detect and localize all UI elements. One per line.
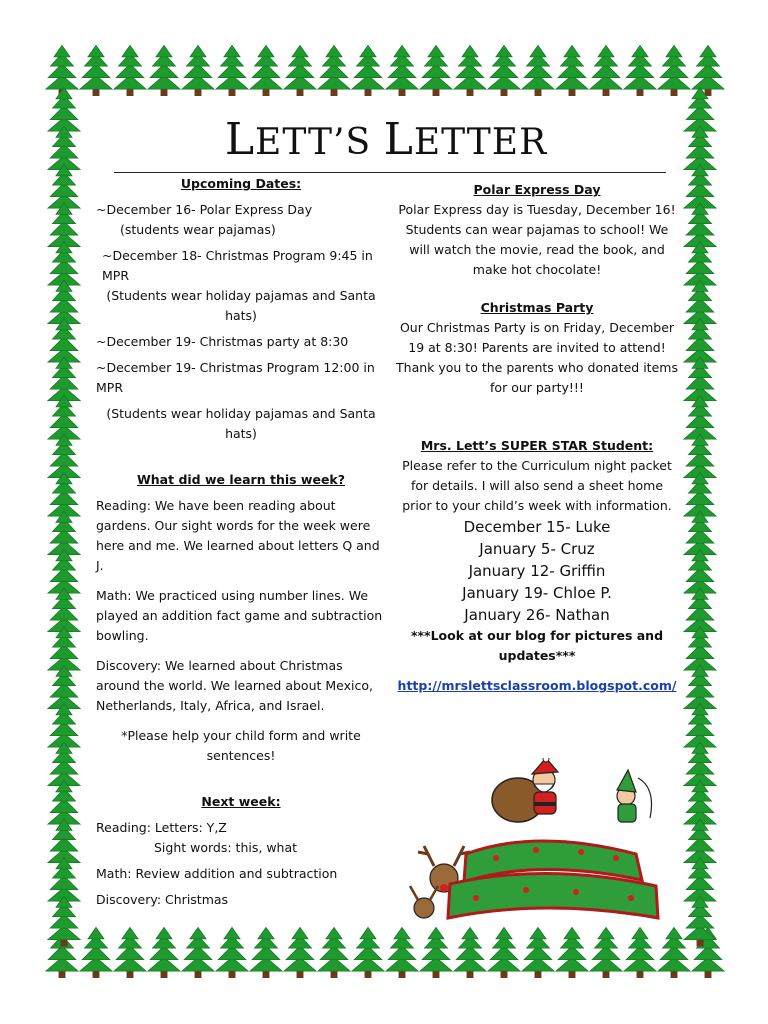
christmas-tree-icon [148, 927, 180, 978]
next-math: Math: Review addition and subtraction [96, 866, 338, 881]
christmas-tree-icon [216, 927, 248, 978]
newsletter-page [96, 108, 676, 928]
merry-christmas-clipart [406, 758, 671, 928]
christmas-tree-icon [80, 45, 112, 96]
christmas-tree-icon [352, 927, 384, 978]
date-note: (students wear pajamas) [120, 222, 276, 237]
christmas-tree-icon [216, 45, 248, 96]
christmas-tree-icon [590, 45, 622, 96]
super-star-schedule [396, 516, 678, 626]
christmas-tree-icon [454, 927, 486, 978]
christmas-tree-icon [454, 45, 486, 96]
christmas-tree-icon [80, 927, 112, 978]
christmas-tree-icon [658, 927, 690, 978]
page-title: LETT’S LETTER [224, 114, 548, 165]
date-note: (Students wear holiday pajamas and Santa hats) [106, 288, 376, 323]
christmas-tree-icon [488, 927, 520, 978]
schedule-item: January 26- Nathan [464, 606, 610, 624]
date-note: (Students wear holiday pajamas and Santa hats) [106, 406, 376, 441]
help-note: *Please help your child form and write sentences! [121, 728, 361, 763]
date-item: ~December 16- Polar Express Day [96, 202, 313, 217]
christmas-party-text: Our Christmas Party is on Friday, December 19 at 8:30! Parents are invited to attend! Thank you to the parents who donated items for our party!!! [396, 320, 678, 395]
christmas-tree-icon [556, 45, 588, 96]
schedule-item: January 5- Cruz [479, 540, 595, 558]
learn-heading: What did we learn this week? [137, 472, 345, 487]
learn-discovery: Discovery: We learned about Christmas around the world. We learned about Mexico, Netherlands, Italy, Africa, and Israel. [96, 658, 373, 713]
christmas-tree-icon [522, 927, 554, 978]
christmas-tree-icon [250, 927, 282, 978]
christmas-tree-icon [684, 896, 716, 947]
title-divider [114, 172, 666, 173]
christmas-tree-icon [624, 927, 656, 978]
super-star-heading: Mrs. Lett’s SUPER STAR Student: [420, 438, 654, 453]
christmas-tree-icon [352, 45, 384, 96]
christmas-tree-icon [318, 927, 350, 978]
schedule-item: December 15- Luke [463, 518, 611, 536]
blog-note: ***Look at our blog for pictures and updates*** [410, 628, 664, 663]
christmas-tree-icon [182, 927, 214, 978]
left-column [96, 174, 386, 910]
christmas-tree-icon [148, 45, 180, 96]
date-item: ~December 19- Christmas Program 12:00 in MPR [96, 360, 375, 395]
date-item: ~December 19- Christmas party at 8:30 [96, 334, 349, 349]
next-sight-words: Sight words: this, what [154, 840, 298, 855]
christmas-tree-icon [46, 45, 78, 96]
christmas-tree-icon [420, 45, 452, 96]
christmas-tree-icon [182, 45, 214, 96]
christmas-tree-icon [420, 927, 452, 978]
christmas-tree-icon [284, 45, 316, 96]
christmas-tree-icon [250, 45, 282, 96]
schedule-item: January 12- Griffin [468, 562, 606, 580]
next-week-heading: Next week: [201, 794, 281, 809]
christmas-tree-icon [284, 927, 316, 978]
upcoming-dates-heading: Upcoming Dates: [180, 176, 302, 191]
christmas-tree-icon [692, 45, 724, 96]
christmas-party-heading: Christmas Party [480, 300, 594, 315]
schedule-item: January 19- Chloe P. [462, 584, 612, 602]
christmas-tree-icon [386, 45, 418, 96]
super-star-text: Please refer to the Curriculum night packet for details. I will also send a sheet home prior to your child’s week with information. [402, 458, 672, 513]
christmas-tree-icon [318, 45, 350, 96]
christmas-tree-icon [114, 927, 146, 978]
next-discovery: Discovery: Christmas [96, 892, 229, 907]
blog-link[interactable]: http://mrslettsclassroom.blogspot.com/ [397, 678, 677, 693]
christmas-tree-icon [590, 927, 622, 978]
polar-express-heading: Polar Express Day [473, 182, 601, 197]
polar-express-text: Polar Express day is Tuesday, December 16! Students can wear pajamas to school! We will watch the movie, read the book, and make hot chocolate! [398, 202, 676, 277]
christmas-tree-icon [48, 896, 80, 947]
next-reading: Reading: Letters: Y,Z [96, 820, 227, 835]
right-column [396, 174, 678, 696]
learn-math: Math: We practiced using number lines. We played an addition fact game and subtraction bowling. [96, 588, 383, 643]
christmas-tree-icon [658, 45, 690, 96]
christmas-tree-icon [488, 45, 520, 96]
learn-reading: Reading: We have been reading about gardens. Our sight words for the week were here and me. We learned about letters Q and J. [96, 498, 380, 573]
christmas-tree-icon [386, 927, 418, 978]
christmas-tree-icon [522, 45, 554, 96]
christmas-tree-icon [624, 45, 656, 96]
date-item: ~December 18- Christmas Program 9:45 in MPR [102, 248, 373, 283]
christmas-tree-icon [114, 45, 146, 96]
christmas-tree-icon [556, 927, 588, 978]
